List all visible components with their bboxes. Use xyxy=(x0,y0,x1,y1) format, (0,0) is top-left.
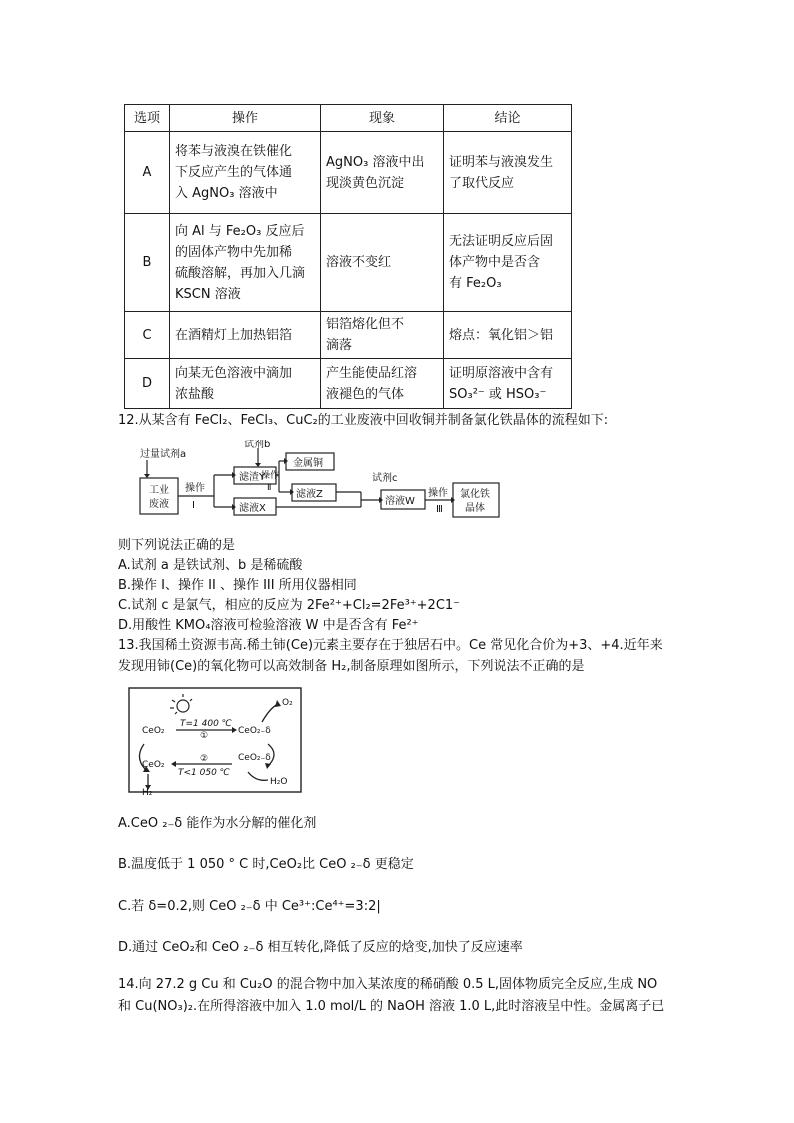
table-row xyxy=(125,132,572,214)
table-row xyxy=(125,312,572,359)
header-phenomenon: 现象 xyxy=(321,105,444,132)
row-phenomenon: AgNO₃ 溶液中出 现淡黄色沉淀 xyxy=(321,132,444,214)
row-phenomenon: 溶液不变红 xyxy=(321,214,444,312)
ceo2-bottom-label: CeO₂ xyxy=(142,760,165,770)
row-conclusion: 证明苯与液溴发生 了取代反应 xyxy=(444,132,572,214)
q12-stem: 12.从某含有 FeCl₂、FeCl₃、CuC₂的工业废液中回收铜并制备氯化铁晶体的流程如下: xyxy=(118,413,609,428)
row-operation: 在酒精灯上加热铝箔 xyxy=(170,312,321,359)
row-conclusion: 熔点：氧化铝＞铝 xyxy=(444,312,572,359)
waste-label-1: 工业 xyxy=(149,485,169,496)
q13-cycle-diagram xyxy=(128,686,304,796)
filtrate-z-label: 滤液Z xyxy=(296,489,323,500)
row-operation: 将苯与液溴在铁催化 下反应产生的气体通 入 AgNO₃ 溶液中 xyxy=(170,132,321,214)
h2o-label: H₂O xyxy=(270,777,288,787)
copper-label: 金属铜 xyxy=(293,458,323,469)
o2-label: O₂ xyxy=(282,698,293,708)
q14-line1: 14.向 27.2 g Cu 和 Cu₂O 的混合物中加入某浓度的稀硝酸 0.5 L,固体物质完全反应,生成 NO xyxy=(118,977,658,992)
op3-label-2: Ⅲ xyxy=(436,504,443,515)
op2-label-1: 操作 xyxy=(261,471,280,481)
q13-option-a: A.CeO ₂₋δ 能作为水分解的催化剂 xyxy=(118,816,317,831)
ceo-delta-bottom-label: CeO₂₋δ xyxy=(238,753,271,763)
row-option: A xyxy=(125,132,170,214)
q13-option-d: D.通过 CeO₂和 CeO ₂₋δ 相互转化,降低了反应的焓变,加快了反应速率 xyxy=(118,940,523,955)
op2-label-2: Ⅱ xyxy=(267,483,272,493)
op1-label-1: 操作 xyxy=(185,483,205,494)
h2-label: H₂ xyxy=(142,788,153,796)
table-row xyxy=(125,214,572,312)
row-operation: 向 Al 与 Fe₂O₃ 反应后 的固体产物中先加稀 硫酸溶解，再加入几滴 KSCN 溶液 xyxy=(170,214,321,312)
step2-label: ② xyxy=(200,754,209,764)
op1-label-2: Ⅰ xyxy=(192,500,195,511)
solution-w-label: 溶液W xyxy=(385,496,415,507)
table-row xyxy=(125,359,572,409)
sun-icon xyxy=(170,694,192,714)
row-conclusion: 无法证明反应后固 体产物中是否含 有 Fe₂O₃ xyxy=(444,214,572,312)
options-table xyxy=(124,104,572,409)
product-label-1: 氯化铁 xyxy=(460,489,490,500)
q12-option-b: B.操作 I、操作 II 、操作 III 所用仪器相同 xyxy=(118,578,357,593)
q12-option-d: D.用酸性 KMO₄溶液可检验溶液 W 中是否含有 Fe²⁺ xyxy=(118,618,419,633)
q14-line2: 和 Cu(NO₃)₂.在所得溶液中加入 1.0 mol/L 的 NaOH 溶液 1.0 L,此时溶液呈中性。金属离子已 xyxy=(118,999,665,1014)
row-operation: 向某无色溶液中滴加 浓盐酸 xyxy=(170,359,321,409)
residue-y-label: 滤渣Y xyxy=(239,472,266,483)
q13-option-b: B.温度低于 1 050 ° C 时,CeO₂比 CeO ₂₋δ 更稳定 xyxy=(118,857,414,872)
q12-flowchart xyxy=(136,440,516,526)
q12-prompt: 则下列说法正确的是 xyxy=(118,538,236,553)
q13-option-c: C.若 δ=0.2,则 CeO ₂₋δ 中 Ce³⁺:Ce⁴⁺=3:2| xyxy=(118,899,381,914)
waste-label-2: 废液 xyxy=(149,499,169,510)
temp-high-label: T=1 400 ℃ xyxy=(180,719,232,729)
reagent-b-label: 试剂b xyxy=(244,440,271,450)
product-label-2: 晶体 xyxy=(465,503,485,514)
header-conclusion: 结论 xyxy=(444,105,572,132)
temp-low-label: T<1 050 ℃ xyxy=(178,768,230,778)
row-option: C xyxy=(125,312,170,359)
q13-stem-line2: 发现用铈(Ce)的氧化物可以高效制备 H₂,制备原理如图所示，下列说法不正确的是 xyxy=(118,659,585,674)
q13-stem-line1: 13.我国稀土资源韦高.稀土铈(Ce)元素主要存在于独居石中。Ce 常见化合价为+3、+4.近年来 xyxy=(118,638,663,653)
header-option: 选项 xyxy=(125,105,170,132)
q12-option-c: C.试剂 c 是氯气，相应的反应为 2Fe²⁺+Cl₂=2Fe³⁺+2C1⁻ xyxy=(118,598,461,613)
row-conclusion: 证明原溶液中含有 SO₃²⁻ 或 HSO₃⁻ xyxy=(444,359,572,409)
reagent-a-label: 过量试剂a xyxy=(140,449,187,460)
row-option: D xyxy=(125,359,170,409)
step1-label: ① xyxy=(200,731,209,741)
reagent-c-label: 试剂c xyxy=(372,473,398,484)
q12-option-a: A.试剂 a 是铁试剂、b 是稀硫酸 xyxy=(118,558,303,573)
header-operation: 操作 xyxy=(170,105,321,132)
ceo-delta-top-label: CeO₂₋δ xyxy=(238,726,271,736)
row-option: B xyxy=(125,214,170,312)
op3-label-1: 操作 xyxy=(428,488,448,499)
row-phenomenon: 铝箔熔化但不 滴落 xyxy=(321,312,444,359)
table-header-row xyxy=(125,105,572,132)
row-phenomenon: 产生能使品红溶 液褪色的气体 xyxy=(321,359,444,409)
ceo2-top-label: CeO₂ xyxy=(142,726,165,736)
filtrate-x-label: 滤液X xyxy=(239,503,266,514)
